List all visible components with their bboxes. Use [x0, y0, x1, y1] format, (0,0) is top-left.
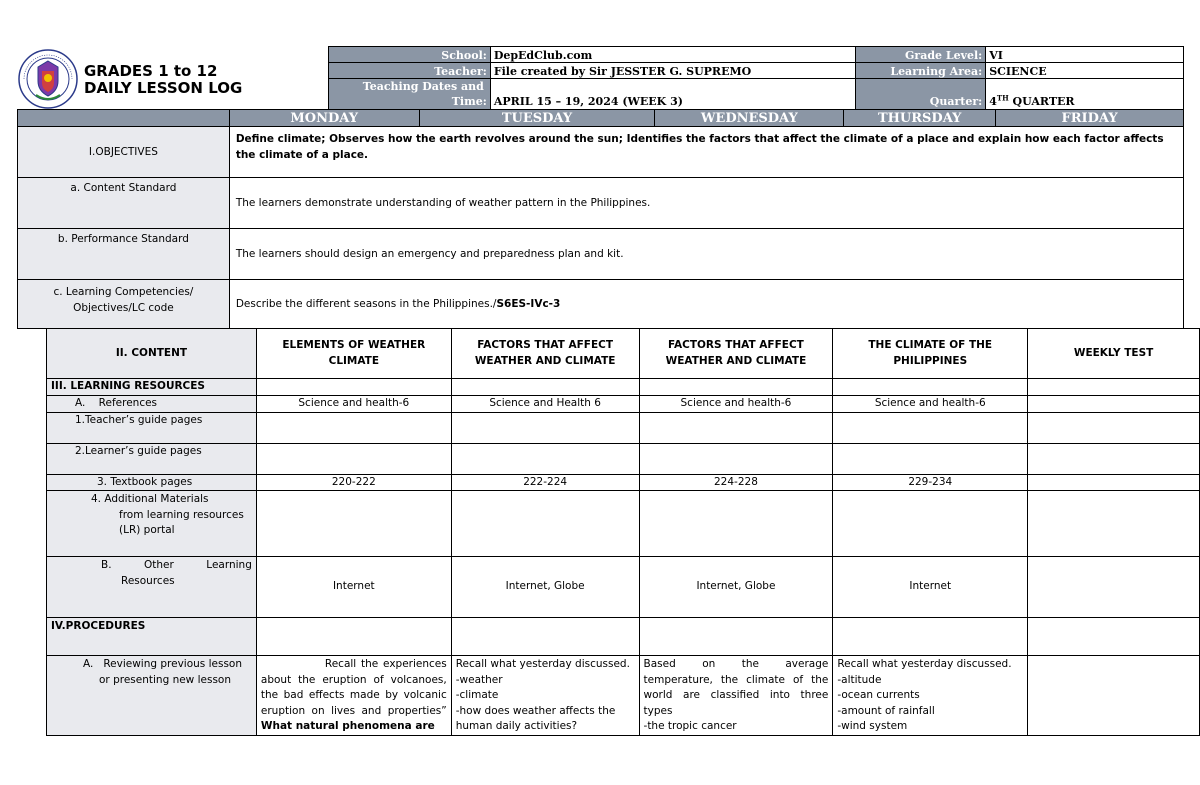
- day-thursday: THURSDAY: [844, 110, 996, 127]
- review-wednesday: [639, 656, 833, 736]
- grade-level-label: Grade Level:: [856, 47, 986, 63]
- procedures-label: IV.PROCEDURES: [47, 618, 257, 656]
- day-friday: FRIDAY: [996, 110, 1184, 127]
- teaching-dates-label-line2: Time:: [451, 95, 487, 108]
- empty-cell: [451, 491, 639, 557]
- procedures-row: [47, 618, 1200, 656]
- review-label-line2: or presenting new lesson: [99, 673, 232, 686]
- teaching-dates-label: [329, 79, 491, 110]
- other-resources-line2: Resources: [121, 574, 175, 587]
- content-standard-text: The learners demonstrate understanding of weather pattern in the Philippines.: [229, 178, 1183, 229]
- performance-standard-text: The learners should design an emergency and preparedness plan and kit.: [229, 229, 1183, 280]
- empty-cell: [639, 443, 833, 474]
- other-friday: [1028, 557, 1200, 618]
- competencies-label-line2: Objectives/LC code: [73, 302, 174, 314]
- review-row: [47, 656, 1200, 736]
- competencies-row: [18, 280, 1184, 329]
- topic-wednesday: FACTORS THAT AFFECT WEATHER AND CLIMATE: [639, 329, 833, 379]
- additional-materials-line2: from learning resources: [119, 508, 244, 521]
- reference-tuesday: Science and Health 6: [451, 396, 639, 413]
- textbook-friday: [1028, 474, 1200, 491]
- empty-cell: [833, 618, 1028, 656]
- empty-cell: [1028, 379, 1200, 396]
- textbook-tuesday: 222-224: [451, 474, 639, 491]
- empty-cell: [833, 443, 1028, 474]
- header-info-table: [328, 46, 1184, 110]
- textbook-row: [47, 474, 1200, 491]
- other-resources-word2: Learning: [206, 559, 252, 571]
- empty-cell: [1028, 618, 1200, 656]
- quarter-value: [986, 79, 1184, 110]
- additional-materials-label: [47, 491, 257, 557]
- reference-thursday: Science and health-6: [833, 396, 1028, 413]
- content-label: II. CONTENT: [47, 329, 257, 379]
- weekday-header-row: [18, 110, 1184, 127]
- additional-materials-line3: (LR) portal: [119, 524, 175, 536]
- review-label-line1: A. Reviewing previous lesson: [83, 658, 243, 670]
- content-table: [46, 328, 1200, 736]
- review-tuesday: Recall what yesterday discussed. -weather -climate -how does weather affects the human daily activities?: [451, 656, 639, 736]
- content-standard-label: a. Content Standard: [18, 178, 230, 229]
- teacher-value: File created by Sir JESSTER G. SUPREMO: [490, 63, 856, 79]
- textbook-monday: 220-222: [256, 474, 451, 491]
- learning-resources-row: [47, 379, 1200, 396]
- empty-cell: [451, 618, 639, 656]
- learning-resources-label: III. LEARNING RESOURCES: [47, 379, 257, 396]
- review-thursday: Recall what yesterday discussed. -altitude -ocean currents -amount of rainfall -wind system: [833, 656, 1028, 736]
- empty-cell: [1028, 491, 1200, 557]
- performance-standard-label: b. Performance Standard: [18, 229, 230, 280]
- other-resources-letter: B.: [101, 559, 112, 571]
- learning-area-value: SCIENCE: [986, 63, 1184, 79]
- teaching-dates-label-line1: Teaching Dates and: [362, 80, 484, 93]
- empty-cell: [256, 491, 451, 557]
- competencies-code: S6ES-IVc-3: [496, 298, 561, 310]
- other-wednesday: Internet, Globe: [639, 557, 833, 618]
- empty-cell: [256, 443, 451, 474]
- quarter-number: 4: [989, 95, 997, 108]
- other-resources-word1: Other: [144, 559, 174, 571]
- quarter-label: Quarter:: [856, 79, 986, 110]
- references-label: A. References: [47, 396, 257, 413]
- empty-cell: [451, 412, 639, 443]
- competencies-label: [18, 280, 230, 329]
- other-resources-row: [47, 557, 1200, 618]
- additional-materials-row: [47, 491, 1200, 557]
- textbook-wednesday: 224-228: [639, 474, 833, 491]
- review-monday: [256, 656, 451, 736]
- quarter-superscript: TH: [996, 93, 1009, 103]
- quarter-word: QUARTER: [1008, 95, 1075, 108]
- empty-cell: [256, 412, 451, 443]
- day-tuesday: TUESDAY: [419, 110, 655, 127]
- topic-friday: WEEKLY TEST: [1028, 329, 1200, 379]
- form-title-line1: GRADES 1 to 12: [84, 62, 218, 80]
- form-title: [84, 63, 242, 97]
- teacher-guide-label: 1.Teacher’s guide pages: [47, 412, 257, 443]
- content-standard-row: [18, 178, 1184, 229]
- other-resources-label: [47, 557, 257, 618]
- objectives-label: I.OBJECTIVES: [18, 127, 230, 178]
- school-value: DepEdClub.com: [490, 47, 856, 63]
- topic-tuesday: FACTORS THAT AFFECT WEATHER AND CLIMATE: [451, 329, 639, 379]
- deped-seal-logo: [18, 49, 78, 109]
- grade-level-value: VI: [986, 47, 1184, 63]
- topic-monday: ELEMENTS OF WEATHER CLIMATE: [256, 329, 451, 379]
- empty-cell: [1028, 412, 1200, 443]
- empty-cell: [833, 379, 1028, 396]
- teacher-guide-row: [47, 412, 1200, 443]
- empty-cell: [256, 379, 451, 396]
- review-monday-text: Recall the experiences about the eruption of volcanoes, the bad effects made by volcanic eruption on lives and properties”: [260, 658, 447, 717]
- competencies-text: [229, 280, 1183, 329]
- day-wednesday: WEDNESDAY: [655, 110, 844, 127]
- empty-cell: [639, 412, 833, 443]
- textbook-thursday: 229-234: [833, 474, 1028, 491]
- empty-cell: [833, 412, 1028, 443]
- empty-cell: [451, 379, 639, 396]
- objectives-text: Define climate; Observes how the earth revolves around the sun; Identifies the factors that affect the climate of a place and explain how each factor affects the climate of a place.: [229, 127, 1183, 178]
- day-monday: MONDAY: [229, 110, 419, 127]
- performance-standard-row: [18, 229, 1184, 280]
- teacher-label: Teacher:: [329, 63, 491, 79]
- learner-guide-label: 2.Learner’s guide pages: [47, 443, 257, 474]
- objectives-table: [17, 109, 1184, 329]
- content-row: [47, 329, 1200, 379]
- form-title-line2: DAILY LESSON LOG: [84, 79, 243, 97]
- references-row: [47, 396, 1200, 413]
- other-thursday: Internet: [833, 557, 1028, 618]
- reference-wednesday: Science and health-6: [639, 396, 833, 413]
- other-monday: Internet: [256, 557, 451, 618]
- competencies-description: Describe the different seasons in the Philippines./: [235, 298, 497, 310]
- empty-cell: [256, 618, 451, 656]
- textbook-label: 3. Textbook pages: [47, 474, 257, 491]
- empty-cell: [1028, 443, 1200, 474]
- review-monday-question: What natural phenomena are: [260, 720, 435, 732]
- empty-cell: [639, 618, 833, 656]
- reference-friday: [1028, 396, 1200, 413]
- topic-thursday: THE CLIMATE OF THE PHILIPPINES: [833, 329, 1028, 379]
- other-resources-line1: [101, 558, 252, 574]
- review-friday: [1028, 656, 1200, 736]
- weekday-header-blank: [18, 110, 230, 127]
- empty-cell: [639, 379, 833, 396]
- review-wednesday-text: Based on the average temperature, the climate of the world are classified into three types -the tropic cancer: [643, 658, 829, 732]
- empty-cell: [451, 443, 639, 474]
- learner-guide-row: [47, 443, 1200, 474]
- other-tuesday: Internet, Globe: [451, 557, 639, 618]
- objectives-row: [18, 127, 1184, 178]
- school-label: School:: [329, 47, 491, 63]
- review-label: [47, 656, 257, 736]
- empty-cell: [639, 491, 833, 557]
- teaching-dates-value: APRIL 15 – 19, 2024 (WEEK 3): [490, 79, 856, 110]
- empty-cell: [833, 491, 1028, 557]
- competencies-label-line1: c. Learning Competencies/: [53, 286, 194, 298]
- reference-monday: Science and health-6: [256, 396, 451, 413]
- additional-materials-line1: 4. Additional Materials: [91, 493, 209, 505]
- learning-area-label: Learning Area:: [856, 63, 986, 79]
